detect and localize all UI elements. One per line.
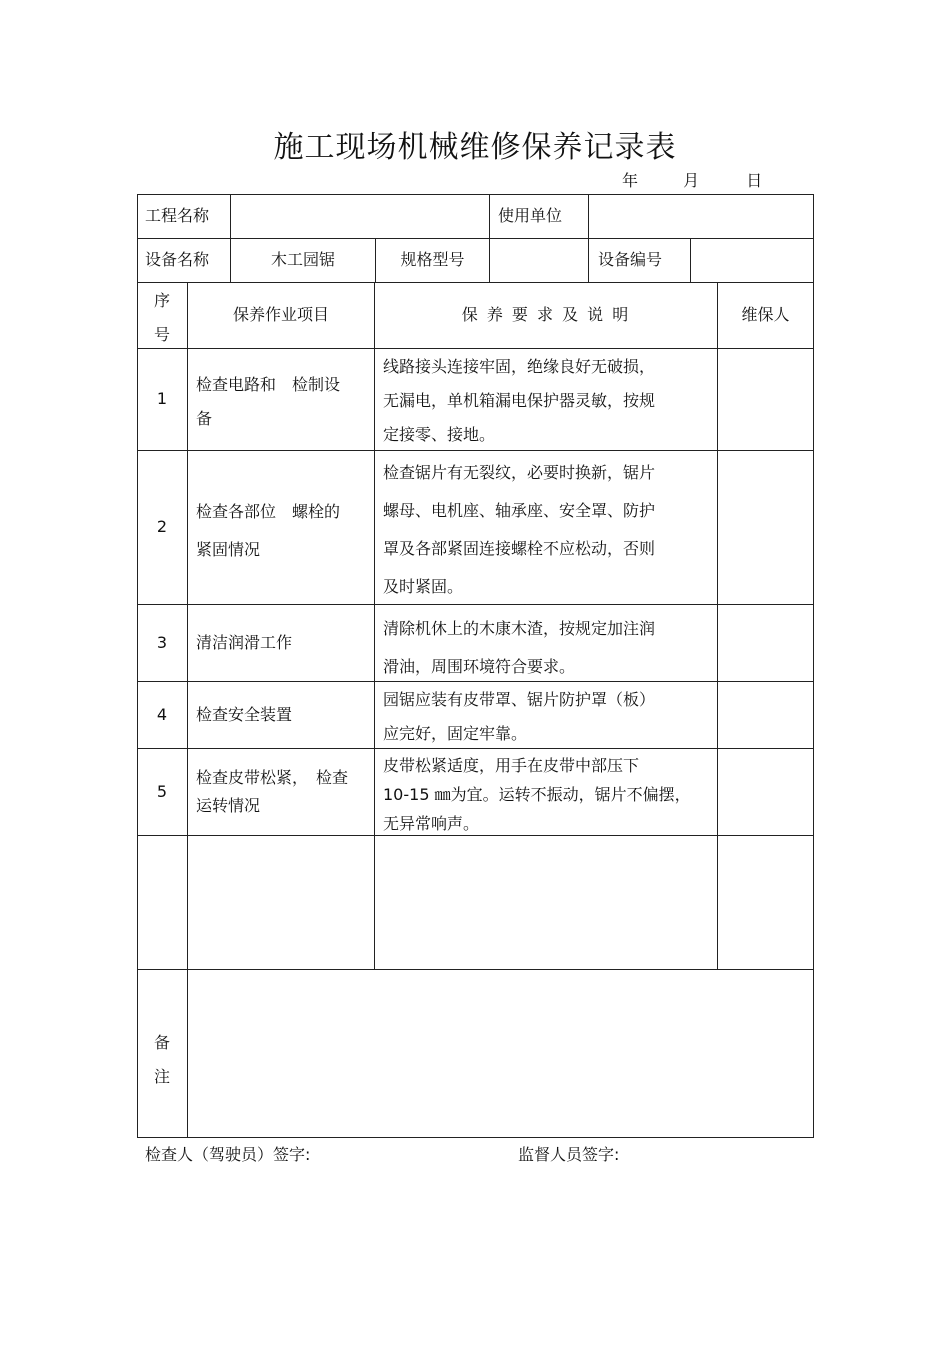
empty-row-item-field[interactable] — [190, 838, 372, 966]
row-item: 检查各部位 螺栓的 紧固情况 — [196, 502, 341, 559]
date-line — [622, 168, 762, 191]
date-year-label: 年 — [622, 171, 639, 190]
equipment-name-label: 设备名称 — [145, 250, 210, 269]
use-unit-label: 使用单位 — [498, 206, 563, 225]
row-item: 清洁润滑工作 — [196, 632, 293, 652]
row-requirement: 检查锯片有无裂纹，必要时换新，锯片 螺母、电机座、轴承座、安全罩、防护 罩及各部紧固连接螺栓不应松动，否则 及时紧固。 — [383, 463, 656, 596]
column-header-requirement: 保 养 要 求 及 说 明 — [461, 305, 631, 324]
project-name-field[interactable] — [240, 194, 480, 238]
inspector-signature-label: 检查人（驾驶员）签字: — [145, 1145, 311, 1164]
equipment-no-field[interactable] — [698, 238, 808, 282]
remarks-field[interactable] — [190, 972, 810, 1134]
use-unit-field[interactable] — [596, 194, 806, 238]
row-item: 检查皮带松紧， 检查 运转情况 — [196, 768, 349, 815]
form-title: 施工现场机械维修保养记录表 — [273, 130, 677, 165]
row-maintainer-field[interactable] — [720, 606, 810, 679]
column-header-seq: 序 号 — [153, 291, 170, 344]
row-maintainer-field[interactable] — [720, 452, 810, 602]
row-item: 检查电路和 检制设 备 — [196, 375, 341, 428]
row-number: 4 — [156, 704, 168, 724]
column-header-maintainer: 维保人 — [741, 305, 790, 324]
date-day-label: 日 — [746, 171, 763, 190]
column-header-item: 保养作业项目 — [232, 305, 329, 324]
row-number: 5 — [156, 781, 168, 801]
row-requirement: 线路接头连接牢固，绝缘良好无破损， 无漏电，单机箱漏电保护器灵敏，按规 定接零、接地。 — [383, 357, 656, 444]
spec-field[interactable] — [496, 238, 584, 282]
row-number: 3 — [156, 632, 168, 652]
supervisor-signature-label: 监督人员签字: — [518, 1145, 620, 1164]
row-maintainer-field[interactable] — [720, 750, 810, 833]
spec-label: 规格型号 — [400, 250, 465, 269]
date-month-label: 月 — [683, 171, 700, 190]
row-requirement: 清除机休上的木康木渣，按规定加注润 滑油，周围环境符合要求。 — [383, 619, 656, 676]
remarks-label: 备 注 — [153, 1033, 170, 1086]
row-maintainer-field[interactable] — [720, 683, 810, 746]
project-name-label: 工程名称 — [145, 206, 210, 225]
row-number: 2 — [156, 517, 168, 536]
empty-row-maintainer-field[interactable] — [720, 838, 810, 966]
empty-row-requirement-field[interactable] — [377, 838, 715, 966]
row-item: 检查安全装置 — [196, 704, 293, 724]
row-requirement: 皮带松紧适度，用手在皮带中部压下 10-15 ㎜为宜。运转不振动，锯片不偏摆， 无异常响声。 — [383, 756, 691, 833]
equipment-no-label: 设备编号 — [598, 250, 663, 269]
row-requirement: 园锯应装有皮带罩、锯片防护罩（板） 应完好，固定牢靠。 — [383, 690, 656, 743]
row-maintainer-field[interactable] — [720, 350, 810, 448]
equipment-name-field[interactable]: 木工园锯 — [270, 250, 335, 269]
row-number: 1 — [156, 389, 168, 408]
